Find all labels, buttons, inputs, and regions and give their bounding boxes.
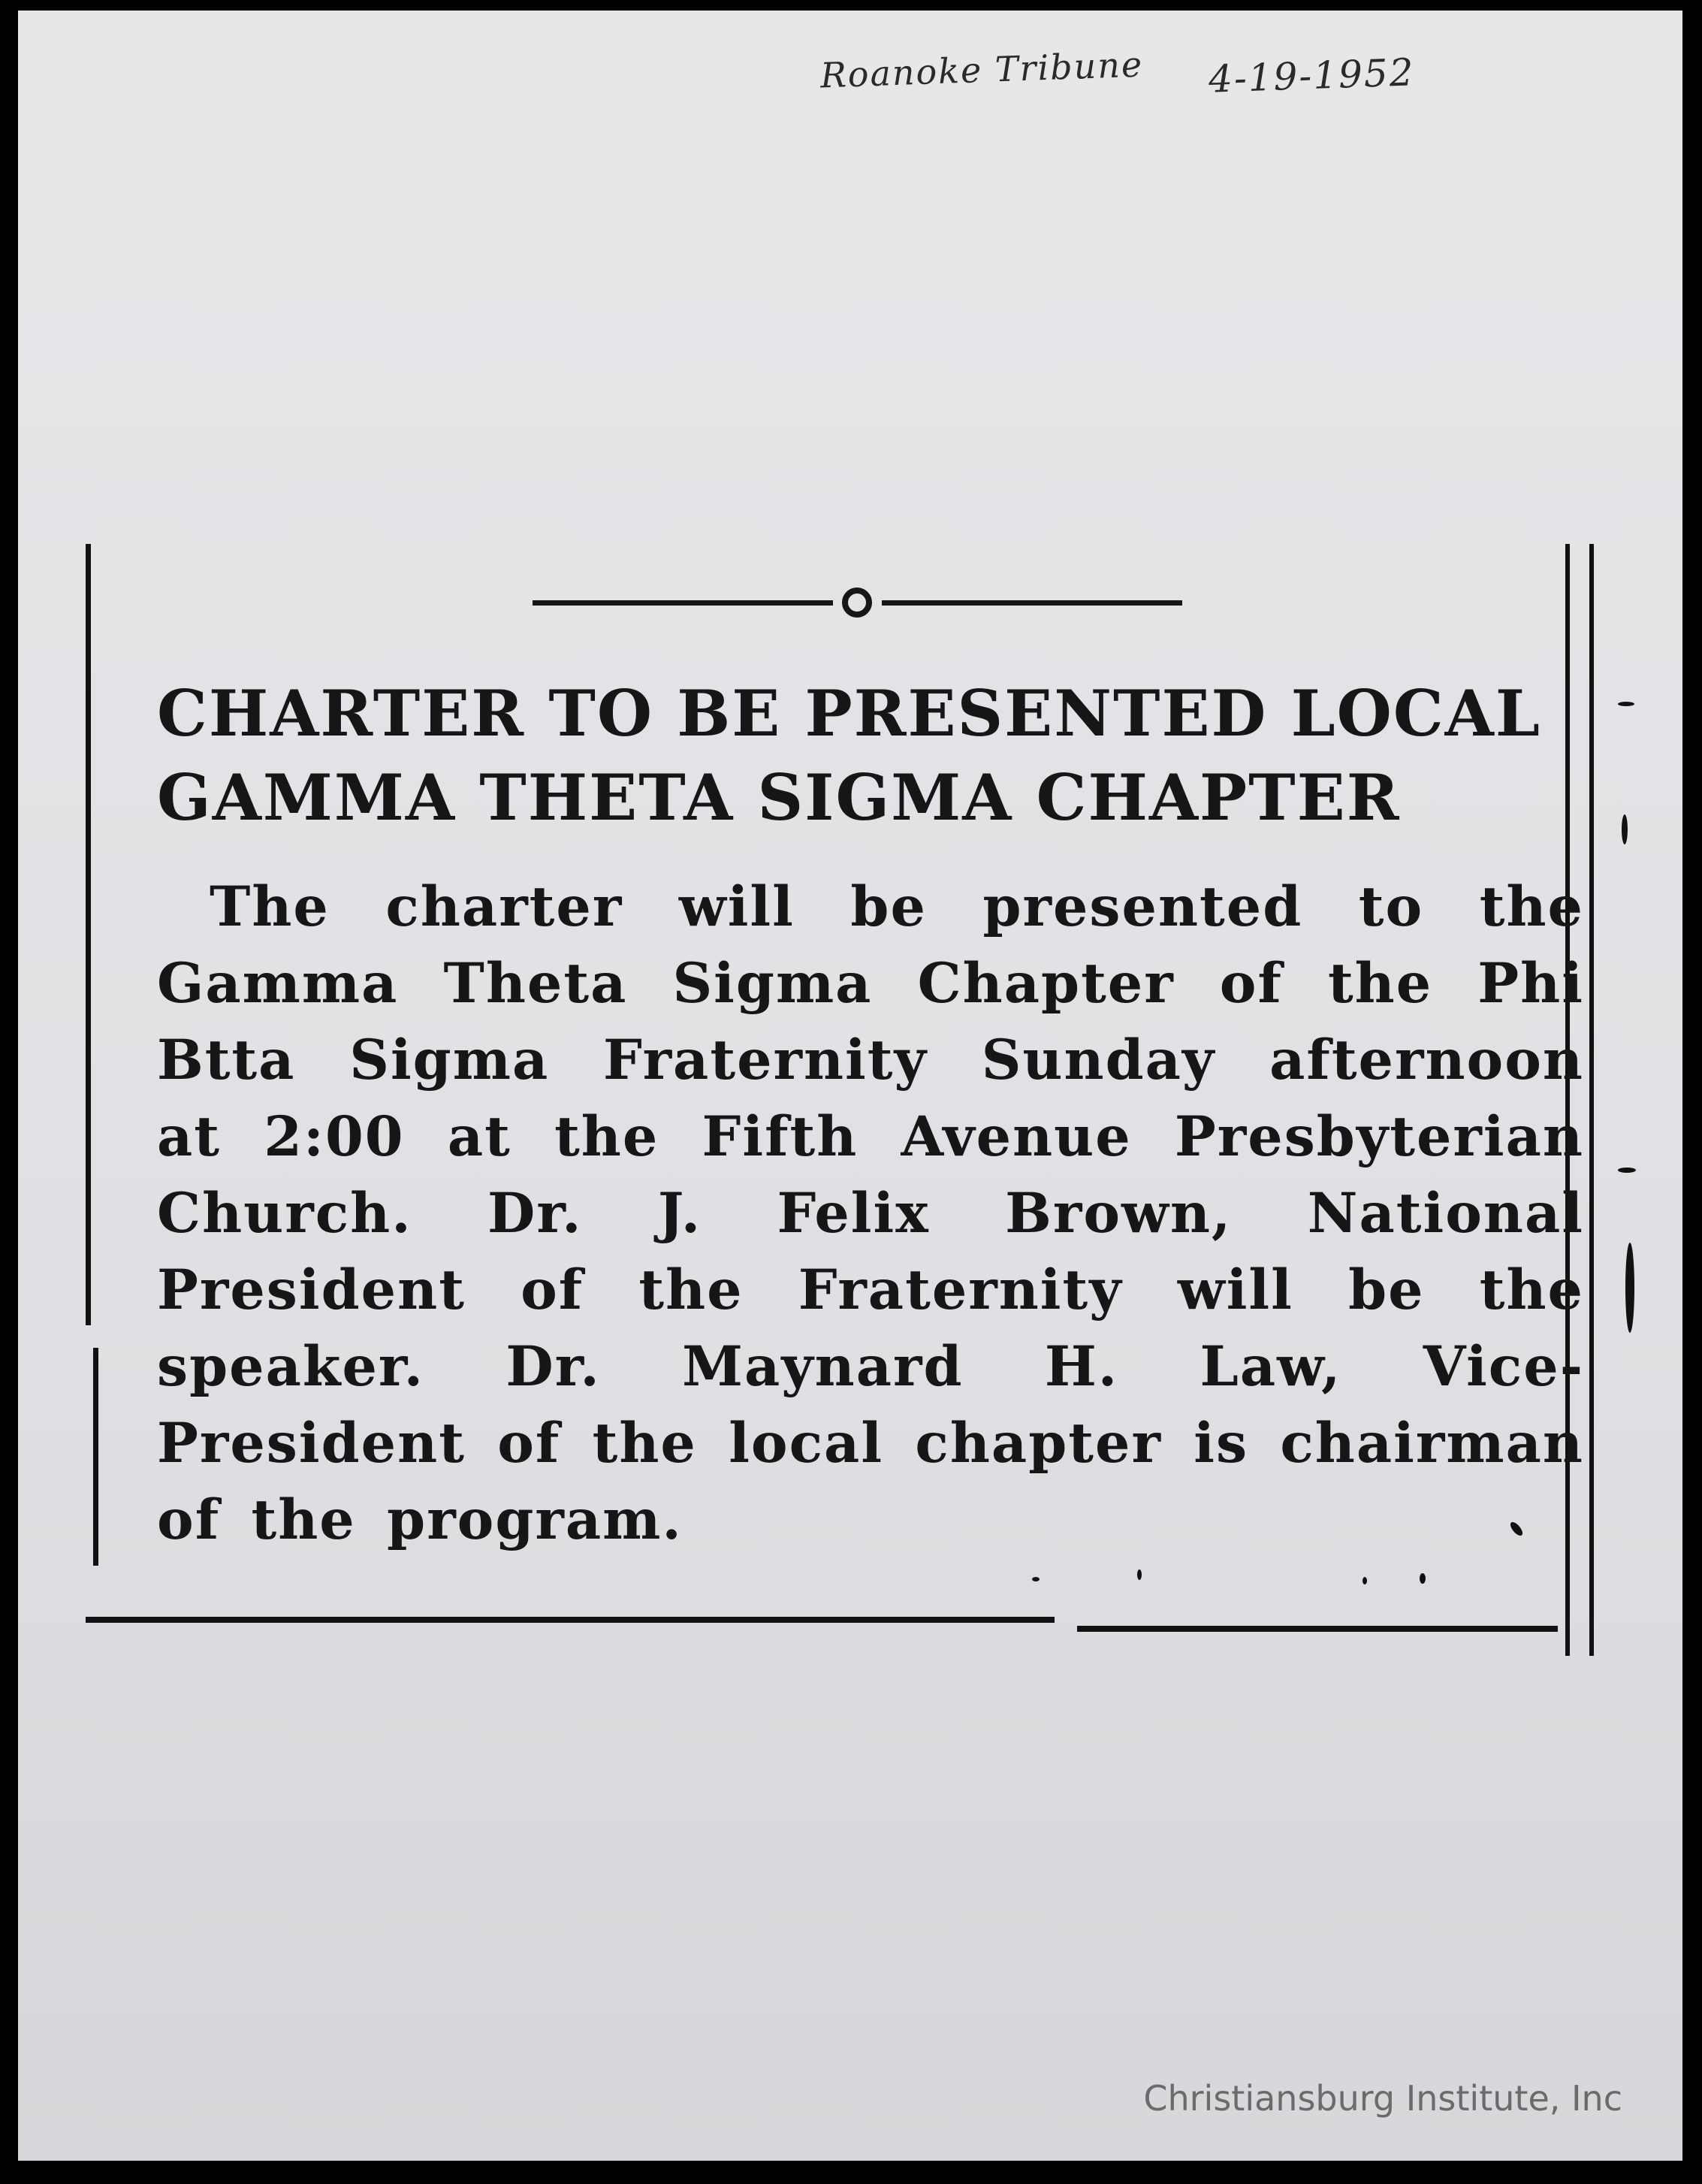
headline-line-2: GAMMA THETA SIGMA CHAPTER <box>157 760 1401 835</box>
bottom-rule-right <box>1077 1626 1558 1632</box>
bottom-rule-left <box>86 1617 1055 1623</box>
decorative-rule-ornament <box>533 588 1182 618</box>
watermark: Christiansburg Institute, Inc <box>1143 2078 1622 2119</box>
handwritten-date: 4-19-1952 <box>1208 50 1416 101</box>
left-border-rule-upper <box>86 544 91 1325</box>
scan-speck <box>1420 1573 1426 1584</box>
scan-speck <box>1625 1243 1634 1333</box>
left-border-rule-lower <box>93 1348 98 1566</box>
article-body: The charter will be presented to the Gamma Theta Sigma Chapter of the Phi Btta Sigma Fraternity Sunday afternoon at 2:00 at the Fifth Avenue Presbyterian Church. Dr. J. Felix Brown, National President of the Fraternity will be the speaker. Dr. Maynard H. Law, Vice-President of the local chapter is chairman of the program. <box>157 875 1584 1552</box>
newspaper-clipping <box>157 672 1584 1558</box>
right-edge-rule <box>1589 544 1594 1656</box>
headline-line-1: CHARTER TO BE PRESENTED LOCAL <box>157 676 1541 751</box>
scan-speck <box>1032 1577 1040 1581</box>
scan-speck <box>1137 1569 1142 1580</box>
scan-speck <box>1363 1577 1367 1584</box>
scan-speck <box>1618 702 1634 706</box>
document-page <box>18 11 1682 2161</box>
scan-speck <box>1618 1168 1636 1173</box>
scan-speck <box>1622 814 1628 844</box>
handwritten-source: Roanoke Tribune <box>819 44 1144 96</box>
